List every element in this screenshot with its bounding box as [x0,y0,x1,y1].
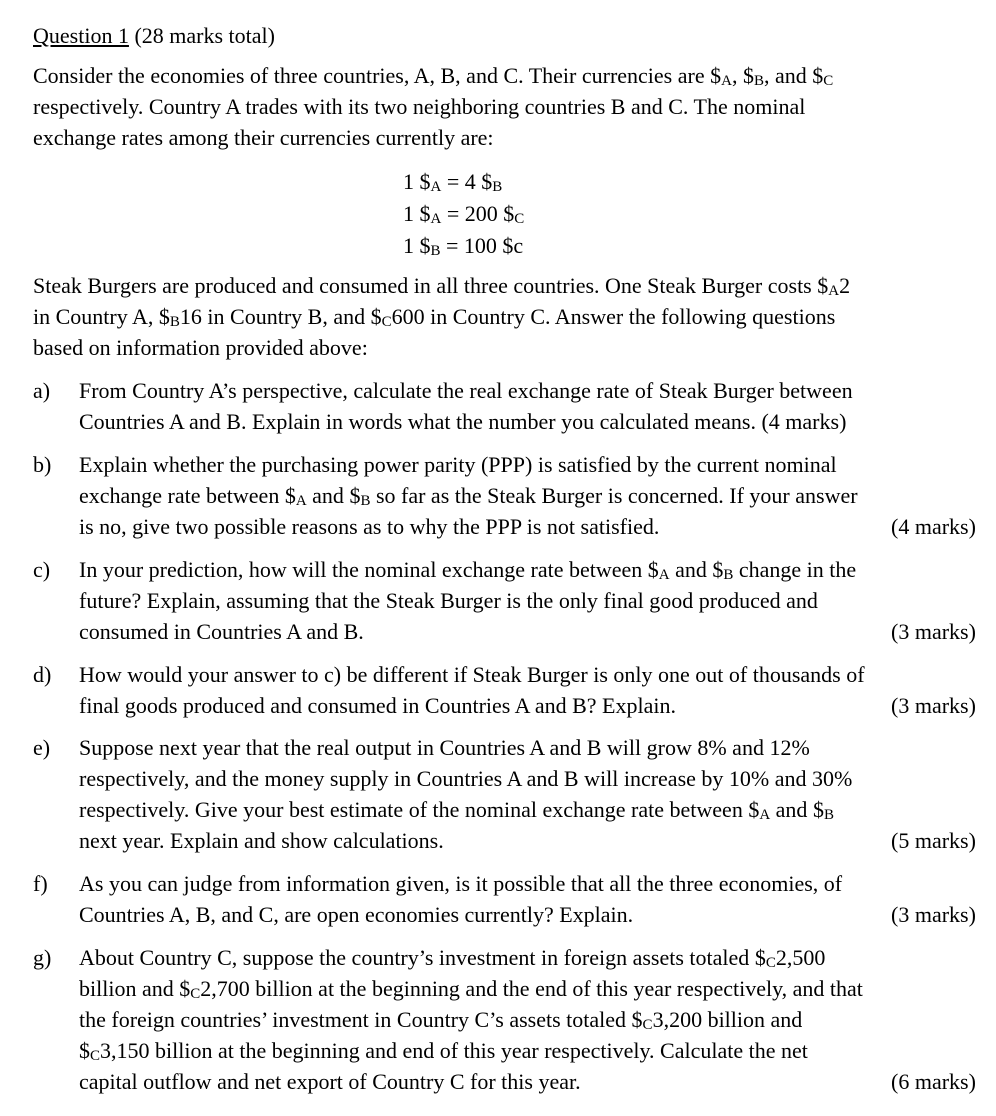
question-line: consumed in Countries A and B. [79,619,364,644]
context-line: based on information provided above: [33,335,368,360]
question-letter: a) [33,378,51,403]
exchange-rate: 1 $\$_B = 100$ $c [403,233,524,259]
context-line: in Country A, $\$_B16$ in Country B, and $\$_C600$ in Country C. Answer the following questions [33,304,836,330]
question-letter: g) [33,945,52,970]
exchange-rate: 1 $\$_A = 200$ $\$_C$ [403,201,525,227]
question-line: capital outflow and net export of Country C for this year. [79,1069,581,1094]
question-line-with-marks [79,690,976,721]
question-letter: e) [33,735,51,760]
question-line: Countries A and B. Explain in words what the number you calculated means. (4 marks) [79,409,847,434]
question-line-with-marks [79,825,976,856]
question-line-with-marks [79,1066,976,1097]
question-line-with-marks [79,899,976,930]
question-total-marks: (28 marks total) [128,23,275,48]
question-line: How would your answer to c) be different if Steak Burger is only one out of thousands of [79,662,865,687]
question-line: is no, give two possible reasons as to why the PPP is not satisfied. [79,514,660,539]
intro-paragraph [33,60,963,153]
question-line: As you can judge from information given, is it possible that all the three economies, of [79,871,843,896]
question-letter: c) [33,557,51,582]
question-letter: d) [33,662,52,687]
question-line: Suppose next year that the real output in Countries A and B will grow 8% and 12% [79,735,810,760]
question-number: Question 1 [33,23,129,48]
question-line: respectively, and the money supply in Countries A and B will increase by 10% and 30% [79,766,853,791]
intro-line: respectively. Country A trades with its two neighboring countries B and C. The nominal [33,94,806,119]
marks-label: (6 marks) [891,1069,976,1094]
context-line: Steak Burgers are produced and consumed in all three countries. One Steak Burger costs $\$_A2$ [33,273,851,299]
question-line: About Country C, suppose the country’s investment in foreign assets totaled $\$_C2,500$ [79,945,826,971]
marks-label: (5 marks) [891,828,976,853]
context-paragraph [33,270,963,363]
marks-label: (3 marks) [891,619,976,644]
marks-label: (4 marks) [891,514,976,539]
question-line: In your prediction, how will the nominal exchange rate between $\$_A$ and $\$_B$ change in the [79,557,857,583]
exchange-rate: 1 $\$_A = 4$ $\$_B$ [403,169,503,195]
question-line: the foreign countries’ investment in Country C’s assets totaled $\$_C3,200$ billion and [79,1007,803,1033]
question-line: $\$_C3,150$ billion at the beginning and end of this year respectively. Calculate the net [79,1038,808,1064]
question-line: next year. Explain and show calculations. [79,828,444,853]
question-line: From Country A’s perspective, calculate the real exchange rate of Steak Burger between [79,378,853,403]
question-heading [33,21,275,51]
question-line: exchange rate between $\$_A$ and $\$_B$ so far as the Steak Burger is concerned. If your answer [79,483,858,509]
question-line: respectively. Give your best estimate of the nominal exchange rate between $\$_A$ and $\$_B$ [79,797,834,823]
question-line: future? Explain, assuming that the Steak Burger is the only final good produced and [79,588,818,613]
exchange-rate-list [403,166,524,262]
question-line: final goods produced and consumed in Countries A and B? Explain. [79,693,676,718]
question-line: billion and $\$_C2,700$ billion at the beginning and the end of this year respectively, and that [79,976,863,1002]
question-line-with-marks [79,616,976,647]
question-letter: b) [33,452,52,477]
marks-label: (3 marks) [891,902,976,927]
question-line: Explain whether the purchasing power parity (PPP) is satisfied by the current nominal [79,452,837,477]
question-line-with-marks [79,511,976,542]
intro-line: exchange rates among their currencies currently are: [33,125,494,150]
question-line: Countries A, B, and C, are open economies currently? Explain. [79,902,634,927]
marks-label: (3 marks) [891,693,976,718]
intro-line: Consider the economies of three countries, A, B, and C. Their currencies are $\$_A$, $\$_B$, and $\$_C$ [33,63,834,89]
question-letter: f) [33,871,48,896]
